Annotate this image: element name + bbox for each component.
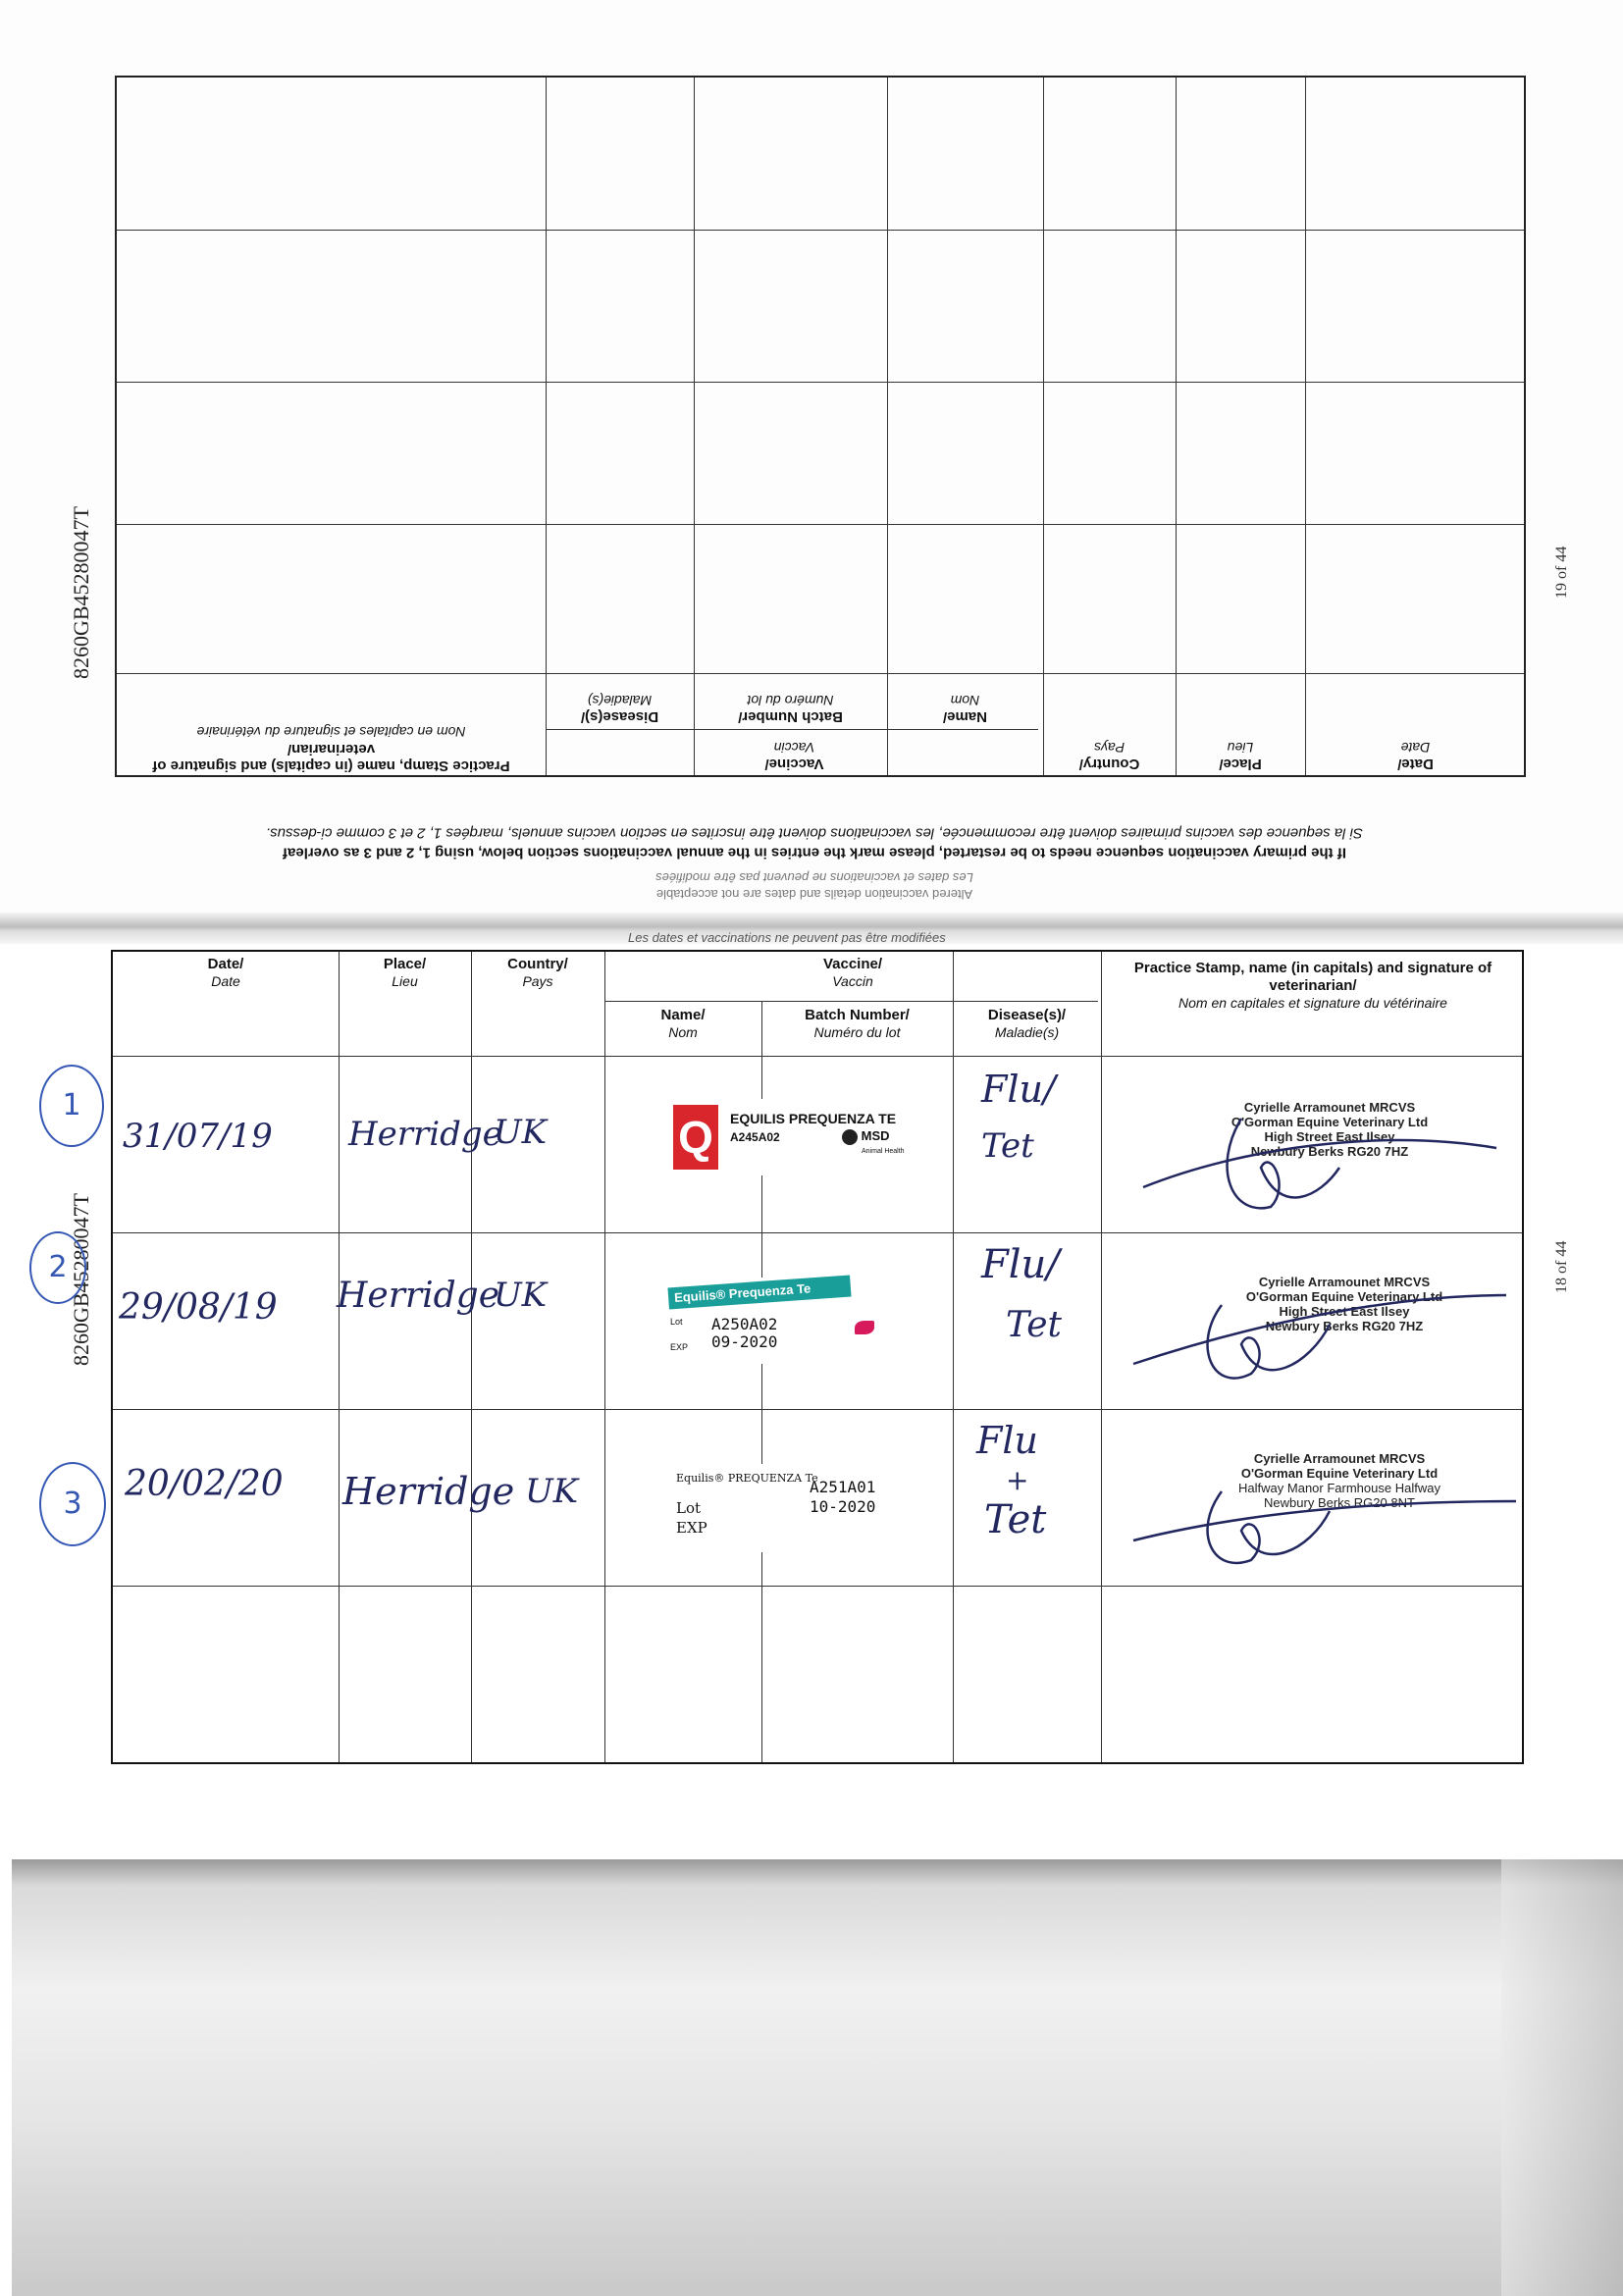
header-batch: Batch Number/ Numéro du lot xyxy=(805,1007,910,1040)
top-altered-note xyxy=(510,868,1119,902)
row1-sticker-maker-sub: Animal Health xyxy=(862,1148,905,1155)
top-header-batch: Batch Number/ Numéro du lot xyxy=(738,692,843,725)
sleeve-edge xyxy=(1501,1859,1623,2296)
note-en: If the primary vaccination sequence needs to be restarted, please mark the entries in the annual vaccinations section below, using 1, 2 and 3 as overleaf xyxy=(283,844,1346,861)
row1-sticker-maker: MSD xyxy=(842,1128,890,1145)
row2-marker: 2 xyxy=(29,1231,86,1304)
top-header-country: Country/ Pays xyxy=(1078,739,1140,772)
top-page xyxy=(0,0,1623,927)
note-fr: Si la sequence des vaccins primaires doivent être recommencée, les vaccinations doivent être inscrites en section vaccins annuels, marqées 1, 2 et 3 comme ci-dessus. xyxy=(265,824,1364,842)
document-id-top: 8260GB45280047T xyxy=(69,506,93,679)
altered-fr: Les dates et vaccinations ne peuvent pas être modifiées xyxy=(655,869,973,885)
top-header-stamp: Practice Stamp, name (in capitals) and signature of veterinarian/ Nom en capitales et signature du vétérinaire xyxy=(152,724,510,774)
top-header-name: Name/ Nom xyxy=(942,692,988,725)
row2-signature xyxy=(1114,1256,1526,1403)
row1-place: Herridge xyxy=(348,1115,502,1154)
row1-sticker-batch: A245A02 xyxy=(730,1130,780,1144)
header-place: Place/ Lieu xyxy=(383,956,427,989)
header-name: Name/ Nom xyxy=(660,1007,706,1040)
row2-sticker-brand: Equilis® Prequenza Te xyxy=(667,1276,851,1310)
row3-stamp: Cyrielle Arramounet MRCVS O'Gorman Equine Veterinary Ltd Halfway Manor Farmhouse Halfway Newbury Berks RG20 8NT xyxy=(1238,1451,1440,1510)
row2-vaccine-sticker xyxy=(662,1278,898,1364)
row3-sticker-brand: Equilis® PREQUENZA Te xyxy=(676,1472,818,1485)
row2-date: 29/08/19 xyxy=(119,1287,278,1328)
top-header-place: Place/ Lieu xyxy=(1219,739,1262,772)
pink-mark-icon xyxy=(855,1321,874,1334)
row2-disease-1: Flu/ xyxy=(981,1242,1060,1287)
row2-disease-2: Tet xyxy=(1006,1305,1062,1345)
header-stamp: Practice Stamp, name (in capitals) and signature of veterinarian/ Nom en capitales et signature du vétérinaire xyxy=(1133,960,1492,1011)
row3-place: Herridge xyxy=(342,1470,515,1513)
top-notes xyxy=(216,822,1413,862)
row3-sticker-exp: 10-2020 xyxy=(810,1497,876,1516)
row3-exp-label: EXP xyxy=(676,1519,707,1537)
bottom-vaccination-table xyxy=(111,950,1524,1764)
row1-country: UK xyxy=(494,1113,548,1152)
row1-disease-2: Tet xyxy=(981,1126,1034,1166)
row2-sticker-lot: A250A02 xyxy=(711,1315,778,1333)
row3-disease-3: Tet xyxy=(984,1497,1047,1542)
page-number-bottom: 18 of 44 xyxy=(1553,1240,1570,1293)
row1-date: 31/07/19 xyxy=(123,1117,273,1156)
row1-vaccine-sticker xyxy=(667,1099,952,1175)
header-country: Country/ Pays xyxy=(507,956,568,989)
row3-marker: 3 xyxy=(39,1462,106,1546)
row1-disease-1: Flu/ xyxy=(981,1068,1056,1111)
row3-date: 20/02/20 xyxy=(125,1464,284,1504)
row2-lot-label: Lot xyxy=(670,1317,683,1327)
row2-place: Herridge xyxy=(337,1276,500,1316)
row3-lot-label: Lot xyxy=(676,1499,702,1517)
header-disease: Disease(s)/ Maladie(s) xyxy=(987,1007,1067,1040)
row3-vaccine-sticker xyxy=(672,1464,927,1552)
row2-sticker-exp: 09-2020 xyxy=(711,1332,778,1351)
row2-stamp: Cyrielle Arramounet MRCVS O'Gorman Equine Veterinary Ltd High Street East Ilsey Newbury Berks RG20 7HZ xyxy=(1245,1275,1443,1333)
row1-sticker-brand: EQUILIS PREQUENZA TE xyxy=(730,1111,897,1126)
header-date: Date/ Date xyxy=(207,956,244,989)
row3-country: UK xyxy=(525,1472,579,1511)
row3-disease-2: + xyxy=(1006,1464,1029,1496)
row2-exp-label: EXP xyxy=(670,1342,689,1352)
top-header-vaccine: Vaccine/ Vaccin xyxy=(764,739,824,772)
altered-en: Altered vaccination details and dates are not acceptable xyxy=(655,886,973,902)
row1-signature xyxy=(1124,1089,1516,1226)
header-vaccine: Vaccine/ Vaccin xyxy=(822,956,883,989)
row3-disease-1: Flu xyxy=(976,1419,1038,1462)
row3-sticker-lot: A251A01 xyxy=(810,1478,876,1496)
msd-logo-icon xyxy=(842,1129,858,1145)
row3-signature xyxy=(1114,1452,1526,1580)
top-header-disease: Disease(s)/ Maladie(s) xyxy=(580,692,659,725)
row1-stamp: Cyrielle Arramounet MRCVS O'Gorman Equine Veterinary Ltd High Street East Ilsey Newbury Berks RG20 7HZ xyxy=(1230,1100,1429,1159)
plastic-sleeve xyxy=(12,1859,1623,2296)
top-header-date: Date/ Date xyxy=(1397,739,1434,772)
page-number-top: 19 of 44 xyxy=(1553,546,1570,599)
top-vaccination-table xyxy=(115,76,1526,777)
bottom-banner: Les dates et vaccinations ne peuvent pas être modifiées xyxy=(628,930,946,945)
page-fold xyxy=(0,913,1623,944)
row2-country: UK xyxy=(494,1276,548,1315)
document-id-bottom: 8260GB45280047T xyxy=(69,1193,93,1366)
row1-marker: 1 xyxy=(39,1065,104,1147)
q-logo-icon: Q xyxy=(673,1105,718,1170)
